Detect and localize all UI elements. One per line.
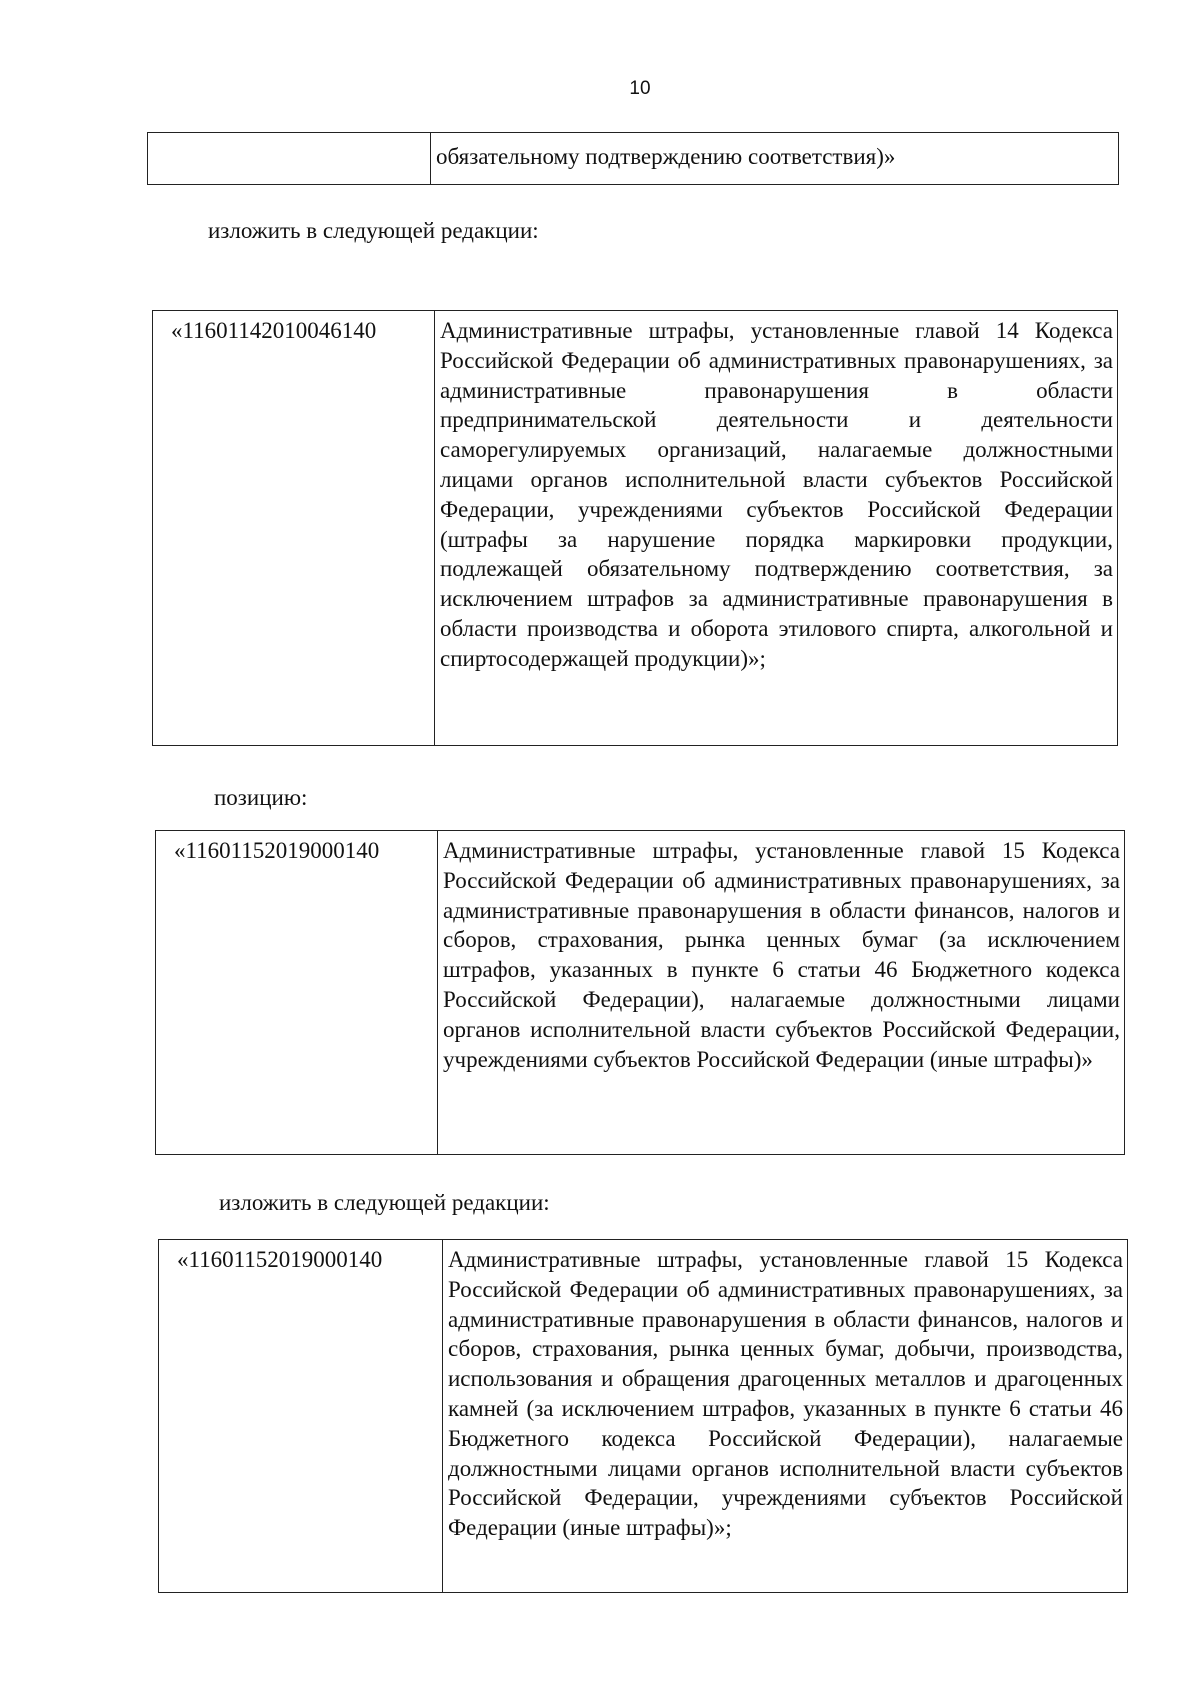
fragment-table: [147, 132, 1119, 185]
description-cell: Административные штрафы, установленные главой 14 Кодекса Российской Федерации об административных правонарушениях, за административные правонарушения в области предпринимательской деятельности и деятельности саморегулируемых организаций, налагаемые должностными лицами органов исполнительной власти субъектов Российской Федерации, учреждениями субъектов Российской Федерации (штрафы за нарушение порядка маркировки продукции, подлежащей обязательному подтверждению соответствия, за исключением штрафов за административные правонарушения в области производства и оборота этилового спирта, алкогольной и спиртосодержащей продукции)»;: [440, 318, 1113, 671]
page-number: 10: [629, 78, 651, 99]
table-row-code-11601152019000140-old: [155, 830, 1125, 1155]
instruction-paragraph-1: изложить в следующей редакции:: [208, 218, 539, 243]
description-cell: Административные штрафы, установленные главой 15 Кодекса Российской Федерации об административных правонарушениях, за административные правонарушения в области финансов, налогов и сборов, страхования, рынка ценных бумаг (за исключением штрафов, указанных в пункте 6 статьи 46 Бюджетного кодекса Российской Федерации), налагаемые должностными лицами органов исполнительной власти субъектов Российской Федерации, учреждениями субъектов Российской Федерации (иные штрафы)»: [443, 838, 1120, 1072]
table-row-code-11601152019000140-new: [158, 1239, 1128, 1593]
instruction-paragraph-position: позицию:: [214, 785, 308, 810]
code-cell: «11601142010046140: [153, 311, 435, 745]
table-row-code-11601142010046140: [152, 310, 1118, 746]
code-cell: «11601152019000140: [159, 1240, 443, 1592]
instruction-paragraph-2: изложить в следующей редакции:: [219, 1190, 550, 1215]
fragment-description-cell: обязательному подтверждению соответствия)»: [436, 144, 896, 169]
fragment-code-cell: [148, 133, 431, 184]
description-cell: Административные штрафы, установленные главой 15 Кодекса Российской Федерации об административных правонарушениях, за административные правонарушения в области финансов, налогов и сборов, страхования, рынка ценных бумаг, добычи, производства, использования и обращения драгоценных металлов и драгоценных камней (за исключением штрафов, указанных в пункте 6 статьи 46 Бюджетного кодекса Российской Федерации), налагаемые должностными лицами органов исполнительной власти субъектов Российской Федерации, учреждениями субъектов Российской Федерации (иные штрафы)»;: [448, 1247, 1123, 1541]
code-cell: «11601152019000140: [156, 831, 438, 1154]
